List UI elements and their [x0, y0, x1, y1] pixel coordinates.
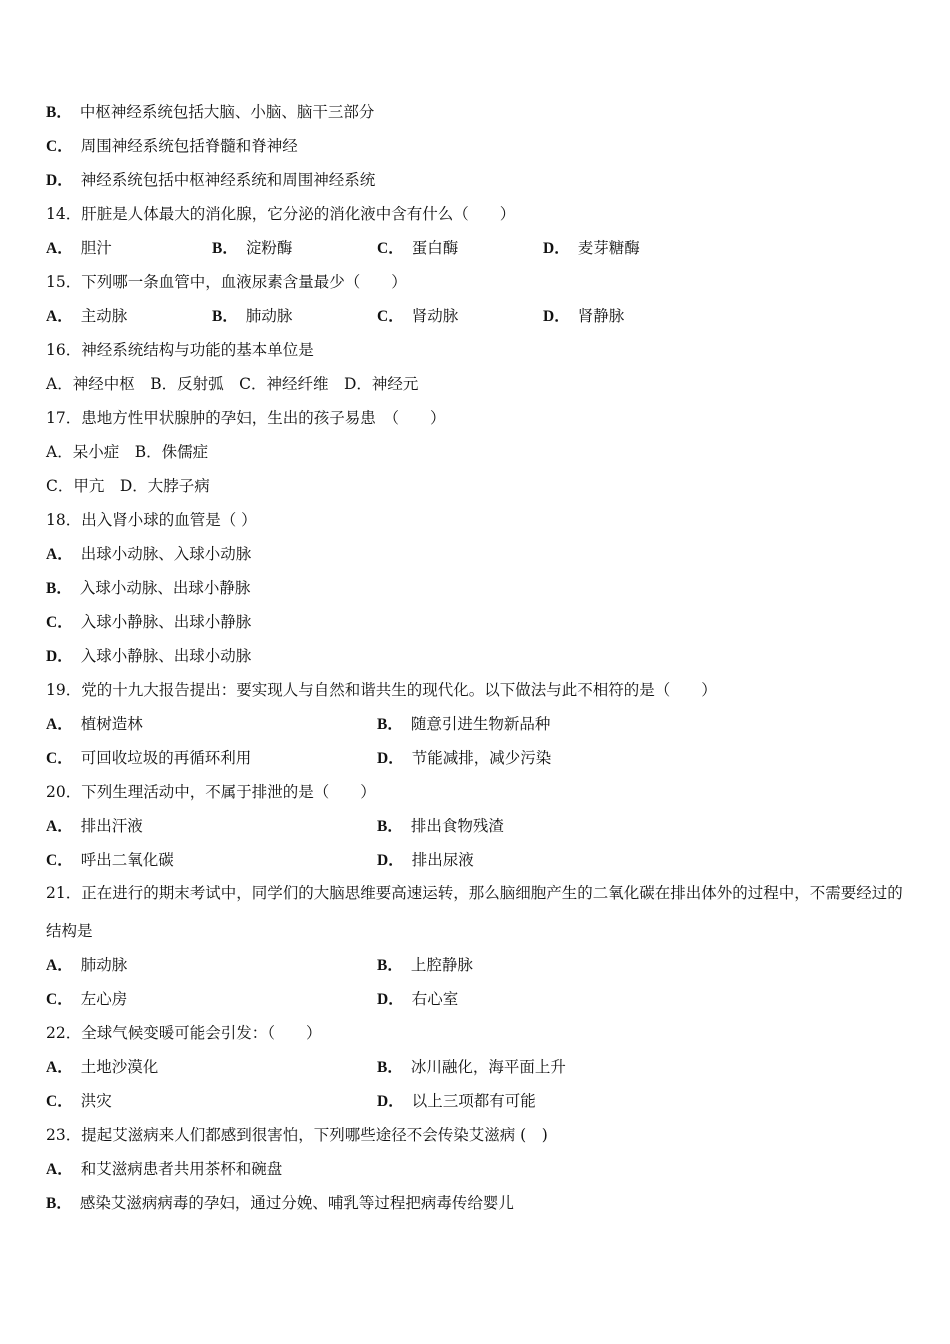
option-text: 肺动脉 — [80, 956, 128, 974]
option-text: 右心室 — [411, 990, 459, 1008]
option-text: 入球小动脉、出球小静脉 — [79, 579, 251, 597]
q23-stem: 23．提起艾滋病来人们都感到很害怕，下列哪些途径不会传染艾滋病 ( ) — [46, 1126, 548, 1144]
q14-option-d — [543, 238, 640, 259]
q18-option-d — [46, 646, 251, 667]
option-letter: A． — [46, 957, 73, 974]
option-letter: A． — [46, 546, 73, 563]
q14-option-c — [377, 238, 458, 259]
option-text: 感染艾滋病病毒的孕妇，通过分娩、哺乳等过程把病毒传给婴儿 — [79, 1194, 514, 1212]
option-text: 肾静脉 — [577, 307, 625, 325]
q13-option-b — [46, 102, 374, 123]
q20-option-b — [377, 816, 504, 837]
option-text: 胆汁 — [80, 239, 112, 257]
q22-option-a — [46, 1057, 158, 1078]
q23-option-a — [46, 1159, 282, 1180]
option-letter: B． — [46, 104, 72, 121]
option-text: 周围神经系统包括脊髓和脊神经 — [80, 137, 298, 155]
option-letter: B． — [46, 580, 72, 597]
q21-stem: 21．正在进行的期末考试中，同学们的大脑思维要高速运转，那么脑细胞产生的二氧化碳在排出体外的过程中，不需要经过的结构是 — [46, 884, 903, 940]
option-letter: C． — [46, 750, 73, 767]
option-text: 排出尿液 — [411, 851, 474, 869]
option-text: 以上三项都有可能 — [411, 1092, 536, 1110]
q22-option-d — [377, 1091, 536, 1112]
option-letter: B． — [377, 818, 403, 835]
q20-option-c — [46, 850, 174, 871]
option-text: 可回收垃圾的再循环利用 — [80, 749, 252, 767]
q17-stem: 17．患地方性甲状腺肿的孕妇，生出的孩子易患 （ ） — [46, 409, 446, 427]
q16-stem: 16．神经系统结构与功能的基本单位是 — [46, 341, 314, 359]
q14-stem: 14．肝脏是人体最大的消化腺，它分泌的消化液中含有什么（ ） — [46, 205, 516, 223]
option-text: 入球小静脉、出球小动脉 — [80, 647, 252, 665]
option-text: 肺动脉 — [245, 307, 293, 325]
q21-option-c — [46, 989, 127, 1010]
option-text: 排出汗液 — [80, 817, 143, 835]
option-letter: A． — [46, 1059, 73, 1076]
q15-option-c — [377, 306, 458, 327]
option-letter: C． — [46, 991, 73, 1008]
option-text: 主动脉 — [80, 307, 128, 325]
option-letter: C． — [46, 138, 73, 155]
q15-stem: 15．下列哪一条血管中，血液尿素含量最少（ ） — [46, 273, 407, 291]
option-text: 蛋白酶 — [411, 239, 459, 257]
option-letter: C． — [377, 308, 404, 325]
option-text: 随意引进生物新品种 — [410, 715, 551, 733]
q22-option-c — [46, 1091, 112, 1112]
option-text: 和艾滋病患者共用茶杯和碗盘 — [80, 1160, 283, 1178]
q19-option-b — [377, 714, 550, 735]
q14-option-a — [46, 238, 112, 259]
option-text: 麦芽糖酶 — [577, 239, 640, 257]
q16-options: A．神经中枢 B．反射弧 C．神经纤维 D．神经元 — [46, 375, 419, 393]
option-letter: C． — [46, 1093, 73, 1110]
option-letter: A． — [46, 240, 73, 257]
q13-option-d — [46, 170, 375, 191]
q15-option-d — [543, 306, 624, 327]
q15-option-b — [212, 306, 292, 327]
option-letter: B． — [212, 308, 238, 325]
option-letter: D． — [377, 750, 404, 767]
q20-option-a — [46, 816, 143, 837]
option-letter: B． — [377, 957, 403, 974]
option-letter: C． — [46, 614, 73, 631]
option-letter: A． — [46, 1161, 73, 1178]
option-letter: B． — [212, 240, 238, 257]
q18-option-b — [46, 578, 250, 599]
option-text: 植树造林 — [80, 715, 143, 733]
option-letter: D． — [377, 852, 404, 869]
q15-option-a — [46, 306, 127, 327]
option-letter: C． — [377, 240, 404, 257]
q13-option-c — [46, 136, 298, 157]
q20-option-d — [377, 850, 474, 871]
option-letter: D． — [543, 308, 570, 325]
option-letter: D． — [46, 172, 73, 189]
option-text: 肾动脉 — [411, 307, 459, 325]
option-text: 神经系统包括中枢神经系统和周围神经系统 — [80, 171, 376, 189]
option-text: 入球小静脉、出球小静脉 — [80, 613, 252, 631]
option-text: 节能减排，减少污染 — [411, 749, 552, 767]
q21-option-b — [377, 955, 473, 976]
option-text: 土地沙漠化 — [80, 1058, 159, 1076]
q18-stem: 18．出入肾小球的血管是（ ） — [46, 511, 257, 529]
option-letter: D． — [377, 991, 404, 1008]
option-text: 排出食物残渣 — [410, 817, 504, 835]
option-text: 淀粉酶 — [245, 239, 293, 257]
q23-option-b — [46, 1193, 514, 1214]
q18-option-c — [46, 612, 251, 633]
q14-option-b — [212, 238, 292, 259]
option-letter: D． — [46, 648, 73, 665]
option-text: 洪灾 — [80, 1092, 112, 1110]
option-text: 左心房 — [80, 990, 128, 1008]
option-text: 呼出二氧化碳 — [80, 851, 174, 869]
q19-stem: 19．党的十九大报告提出：要实现人与自然和谐共生的现代化。以下做法与此不相符的是（ ） — [46, 681, 717, 699]
option-letter: D． — [377, 1093, 404, 1110]
q21-option-a — [46, 955, 127, 976]
q22-option-b — [377, 1057, 566, 1078]
q22-stem: 22．全球气候变暖可能会引发：（ ） — [46, 1024, 322, 1042]
q17-options-line1: A．呆小症 B．侏儒症 — [46, 443, 209, 461]
option-letter: B． — [377, 716, 403, 733]
option-text: 中枢神经系统包括大脑、小脑、脑干三部分 — [79, 103, 375, 121]
option-letter: C． — [46, 852, 73, 869]
q19-option-d — [377, 748, 551, 769]
q18-option-a — [46, 544, 251, 565]
option-text: 上腔静脉 — [410, 956, 473, 974]
q21-option-d — [377, 989, 458, 1010]
option-letter: B． — [377, 1059, 403, 1076]
q17-options-line2: C．甲亢 D．大脖子病 — [46, 477, 210, 495]
option-text: 出球小动脉、入球小动脉 — [80, 545, 252, 563]
option-letter: A． — [46, 716, 73, 733]
option-letter: A． — [46, 818, 73, 835]
option-text: 冰川融化，海平面上升 — [410, 1058, 566, 1076]
q19-option-c — [46, 748, 251, 769]
q19-option-a — [46, 714, 143, 735]
q20-stem: 20．下列生理活动中，不属于排泄的是（ ） — [46, 783, 376, 801]
option-letter: B． — [46, 1195, 72, 1212]
option-letter: D． — [543, 240, 570, 257]
option-letter: A． — [46, 308, 73, 325]
